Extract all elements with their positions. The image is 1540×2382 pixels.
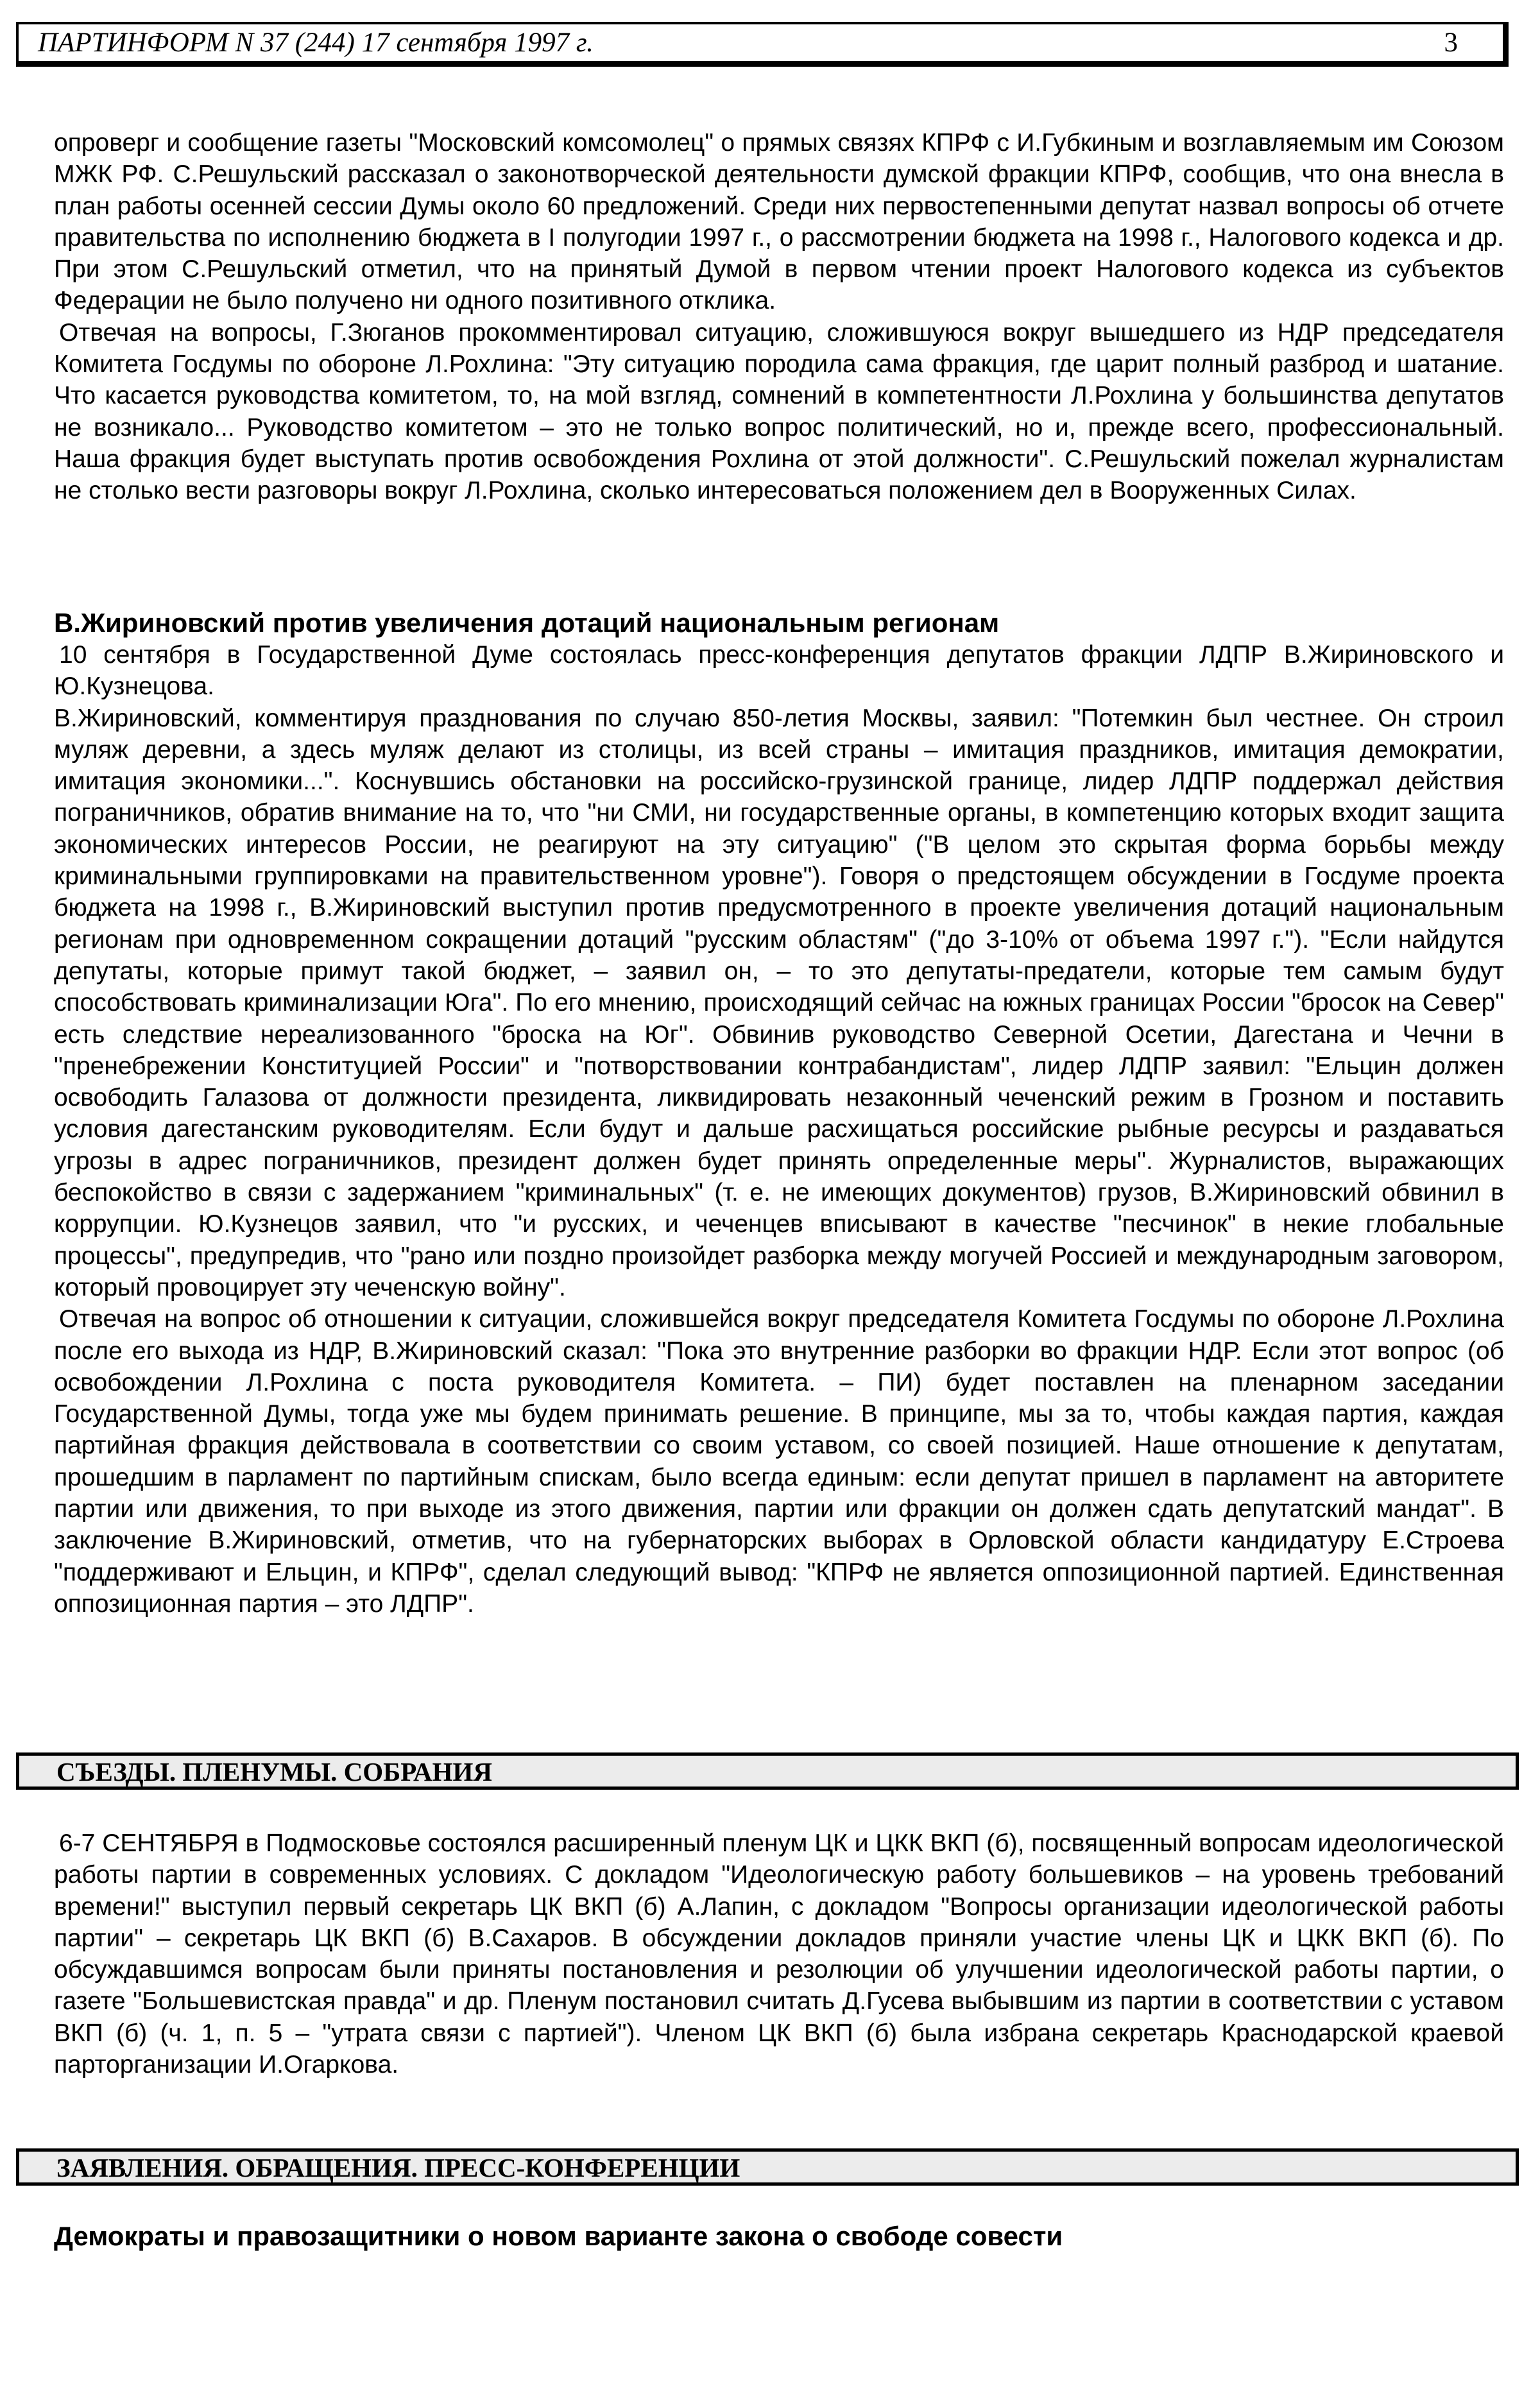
article-heading: В.Жириновский против увеличения дотаций национальным регионам	[54, 608, 1000, 638]
article-zhirinovsky	[54, 607, 1504, 1620]
page-header	[16, 22, 1509, 67]
section-header-congresses	[16, 1752, 1519, 1790]
paragraph: Отвечая на вопросы, Г.Зюганов прокомментировал ситуацию, сложившуюся вокруг вышедшего из НДР председателя Комитета Госдумы по обороне Л.Рохлина: "Эту ситуацию породила сама фракция, где царит полный разброд и шатание. Что касается руководства комитетом, то, на мой взгляд, сомнений в компетентности Л.Рохлина у большинства депутатов не возникало... Руководство комитетом – это не только вопрос политический, но и, прежде всего, профессиональный. Наша фракция будет выступать против освобождения Рохлина от этой должности". С.Решульский пожелал журналистам не столько вести разговоры вокруг Л.Рохлина, сколько интересоваться положением дел в Вооруженных Силах.	[54, 318, 1504, 505]
article-heading: Демократы и правозащитники о новом варианте закона о свободе совести	[54, 2221, 1063, 2251]
section-header-statements	[16, 2148, 1519, 2186]
article-plenum	[54, 1828, 1504, 2080]
section-title: ЗАЯВЛЕНИЯ. ОБРАЩЕНИЯ. ПРЕСС-КОНФЕРЕНЦИИ	[56, 2153, 740, 2182]
publication-title: ПАРТИНФОРМ N 37 (244) 17 сентября 1997 г.	[38, 28, 594, 58]
paragraph: В.Жириновский, комментируя празднования по случаю 850-летия Москвы, заявил: "Потемкин был честнее. Он строил муляж деревни, а здесь муляж делают из столицы, из всей страны – имитация праздников, имитация демократии, имитация экономики...". Коснувшись обстановки на российско-грузинской границе, лидер ЛДПР поддержал действия пограничников, обратив внимание на то, что "ни СМИ, ни государственные органы, в компетенцию которых входит защита экономических интересов России, не реагируют на эту ситуацию" ("В целом это скрытая форма борьбы между криминальными группировками на правительственном уровне"). Говоря о предстоящем обсуждении в Госдуме проекта бюджета на 1998 г., В.Жириновский выступил против предусмотренного в проекте увеличения дотаций национальным регионам при одновременном сокращении дотаций "русским областям" ("до 3-10% от объема 1997 г."). "Если найдутся депутаты, которые примут такой бюджет, – заявил он, – то это депутаты-предатели, которые тем самым будут способствовать криминализации Юга". По его мнению, происходящий сейчас на южных границах России "бросок на Север" есть следствие нереализованного "броска на Юг". Обвинив руководство Северной Осетии, Дагестана и Чечни в "пренебрежении Конституцией России" и "потворствовании контрабандистам", лидер ЛДПР заявил: "Ельцин должен освободить Галазова от должности президента, ликвидировать незаконный чеченский режим в Грозном и поставить условия дагестанским руководителям. Если будут и дальше расхищаться российские рыбные ресурсы и раздаваться угрозы в адрес пограничников, президент должен будет принять определенные меры". Журналистов, выражающих беспокойство в связи с задержанием "криминальных" (т. е. не имеющих документов) грузов, В.Жириновский обвинил в коррупции. Ю.Кузнецов заявил, что "и русских, и чеченцев вписывают в качестве "песчинок" в некие глобальные процессы", предупредив, что "рано или поздно произойдет разборка между могучей Россией и международным заговором, который провоцирует эту чеченскую войну".	[54, 704, 1504, 1301]
paragraph: 10 сентября в Государственной Думе состоялась пресс-конференция депутатов фракции ЛДПР В.Жириновского и Ю.Кузнецова.	[54, 641, 1504, 701]
section-title: СЪЕЗДЫ. ПЛЕНУМЫ. СОБРАНИЯ	[56, 1757, 493, 1786]
article-freedom-of-conscience	[54, 2220, 1504, 2252]
article-continued	[54, 127, 1504, 507]
paragraph: Отвечая на вопрос об отношении к ситуации, сложившейся вокруг председателя Комитета Госдумы по обороне Л.Рохлина после его выхода из НДР, В.Жириновский сказал: "Пока это внутренние разборки во фракции НДР. Если этот вопрос (об освобождении Л.Рохлина с поста руководителя Комитета. – ПИ) будет поставлен на пленарном заседании Государственной Думы, тогда уже мы будем принимать решение. В принципе, мы за то, чтобы каждая партия, каждая партийная фракция действовала в соответствии со своим уставом, со своей позицией. Наше отношение к депутатам, прошедшим в парламент по партийным спискам, было всегда единым: если депутат пришел в парламент на авторитете партии или движения, то при выходе из этого движения, партии или фракции он должен сдать депутатский мандат". В заключение В.Жириновский, отметив, что на губернаторских выборах в Орловской области кандидатуру Е.Строева "поддерживают и Ельцин, и КПРФ", сделал следующий вывод: "КПРФ не является оппозиционной партией. Единственная оппозиционная партия – это ЛДПР".	[54, 1305, 1504, 1618]
page-number: 3	[1444, 28, 1458, 58]
paragraph: опроверг и сообщение газеты "Московский комсомолец" о прямых связях КПРФ с И.Губкиным и возглавляемым им Союзом МЖК РФ. С.Решульский рассказал о законотворческой деятельности думской фракции КПРФ, сообщив, что она внесла в план работы осенней сессии Думы около 60 предложений. Среди них первостепенными депутат назвал вопросы об отчете правительства по исполнению бюджета в I полугодии 1997 г., о рассмотрении бюджета на 1998 г., Налогового кодекса и др. При этом С.Решульский отметил, что на принятый Думой в первом чтении проект Налогового кодекса из субъектов Федерации не было получено ни одного позитивного отклика.	[54, 129, 1504, 315]
paragraph: 6-7 СЕНТЯБРЯ в Подмосковье состоялся расширенный пленум ЦК и ЦКК ВКП (б), посвященный вопросам идеологической работы партии в современных условиях. С докладом "Идеологическую работу большевиков – на уровень требований времени!" выступил первый секретарь ЦК ВКП (б) А.Лапин, с докладом "Вопросы организации идеологической работы партии" – секретарь ЦК ВКП (б) В.Сахаров. В обсуждении докладов приняли участие члены ЦК и ЦКК ВКП (б). По обсуждавшимся вопросам были приняты постановления и резолюции об улучшении идеологической работы партии, о газете "Большевистская правда" и др. Пленум постановил считать Д.Гусева выбывшим из партии в соответствии с уставом ВКП (б) (ч. 1, п. 5 – "утрата связи с партией"). Членом ЦК ВКП (б) была избрана секретарь Краснодарской краевой парторганизации И.Огаркова.	[54, 1829, 1504, 2079]
